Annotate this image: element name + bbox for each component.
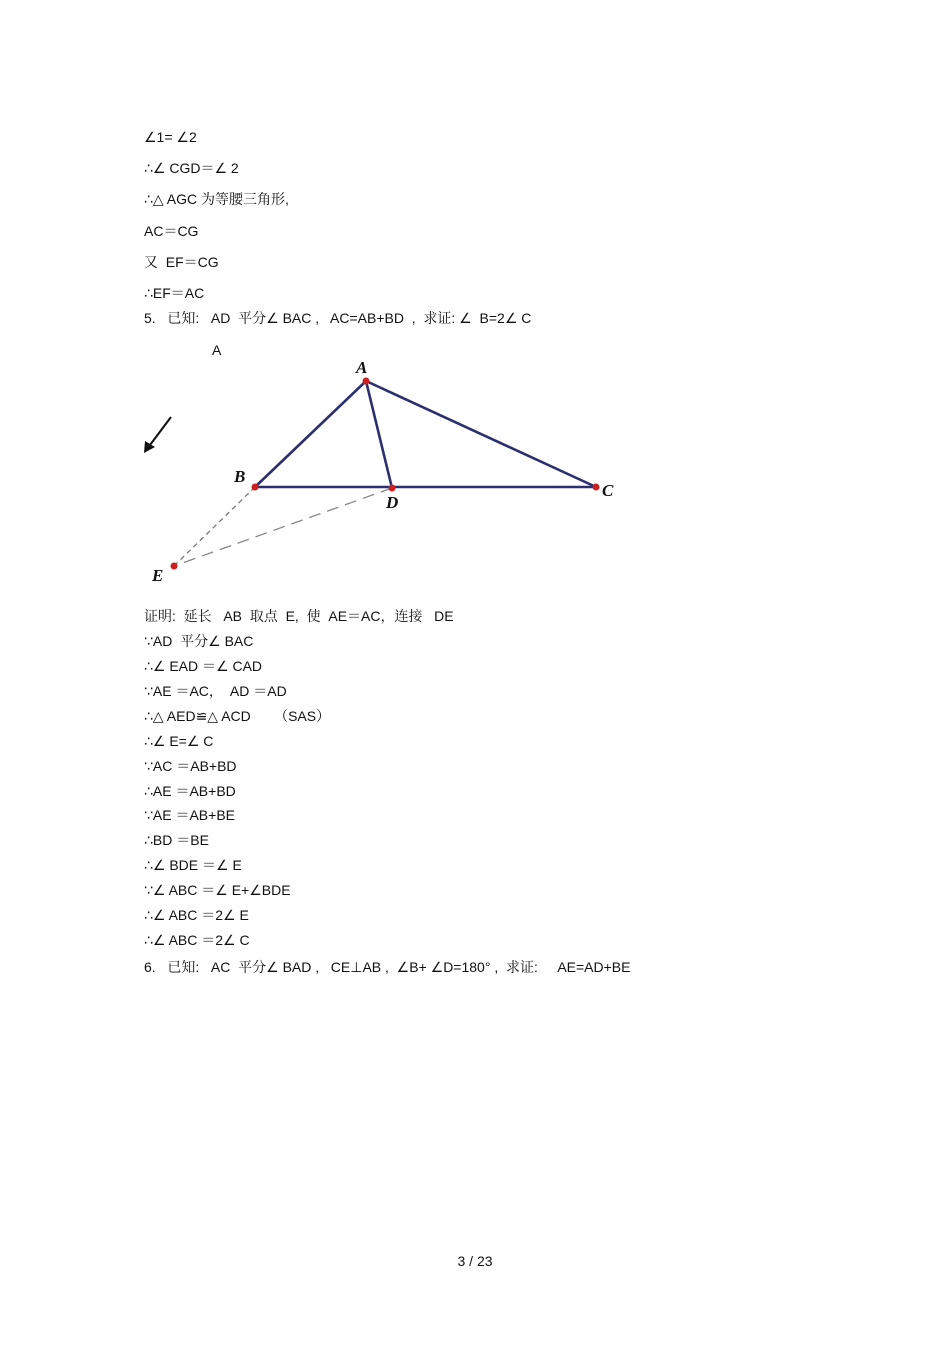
- arrow-icon: [144, 417, 171, 453]
- figure-label-a: A: [212, 342, 222, 358]
- proof-line: ∵∠ ABC ＝∠ E+∠BDE: [144, 882, 291, 898]
- proof-line: ∴△ AED≌△ ACD （SAS）: [144, 708, 331, 724]
- proof-line: ∴∠ EAD ＝∠ CAD: [144, 658, 263, 674]
- text-line: ∴∠ CGD＝∠ 2: [144, 160, 239, 176]
- label-b: B: [234, 467, 246, 486]
- point-c: [593, 484, 600, 491]
- label-d: D: [386, 493, 399, 512]
- proof-line: ∵AE ＝AB+BE: [144, 807, 235, 823]
- point-a: [363, 378, 370, 385]
- proof-line: ∴AE ＝AB+BD: [144, 783, 236, 799]
- segment-ad: [366, 381, 392, 488]
- segment-ac: [366, 381, 596, 487]
- triangle-figure: [130, 355, 630, 590]
- point-e: [171, 563, 178, 570]
- segment-ab: [255, 381, 366, 487]
- proof-line: ∴∠ ABC ＝2∠ C: [144, 932, 250, 948]
- text-line: 又 EF＝CG: [144, 254, 219, 270]
- page-number: 3 / 23: [457, 1253, 493, 1269]
- text-line: ∠1= ∠2: [144, 129, 197, 145]
- label-a: A: [356, 358, 368, 377]
- proof-line: ∴∠ E=∠ C: [144, 733, 214, 749]
- dashed-line-be: [174, 487, 255, 566]
- point-d: [389, 485, 396, 492]
- proof-line: ∵AC ＝AB+BD: [144, 758, 237, 774]
- problem-5-statement: 5. 已知: AD 平分∠ BAC , AC=AB+BD , 求证: ∠ B=2∠ C: [144, 310, 532, 326]
- text-line: AC＝CG: [144, 223, 199, 239]
- proof-line: ∵AE ＝AC， AD ＝AD: [144, 683, 287, 699]
- point-b: [252, 484, 259, 491]
- text-line: ∴△ AGC 为等腰三角形,: [144, 191, 289, 207]
- label-e: E: [152, 566, 164, 585]
- proof-line: ∴BD ＝BE: [144, 832, 209, 848]
- proof-line: ∴∠ BDE ＝∠ E: [144, 857, 242, 873]
- proof-intro: 证明: 延长 AB 取点 E, 使 AE＝AC，连接 DE: [144, 608, 454, 624]
- dashed-line-de: [174, 488, 392, 566]
- problem-6-statement: 6. 已知: AC 平分∠ BAD , CE⊥AB , ∠B+ ∠D=180° , 求证: AE=AD+BE: [144, 959, 631, 975]
- proof-line: ∴∠ ABC ＝2∠ E: [144, 907, 249, 923]
- proof-line: ∵AD 平分∠ BAC: [144, 633, 254, 649]
- text-line: ∴EF＝AC: [144, 285, 205, 301]
- label-c: C: [602, 481, 614, 500]
